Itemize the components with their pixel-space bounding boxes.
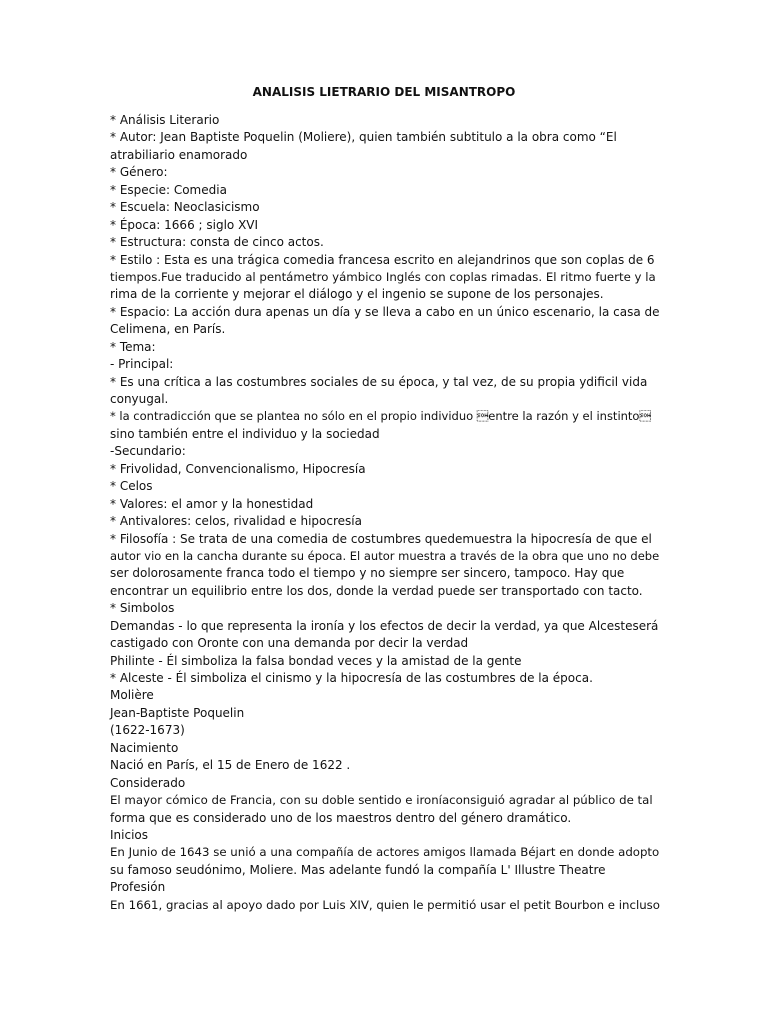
document-title: ANALISIS LIETRARIO DEL MISANTROPO — [252, 85, 516, 99]
text-line: Molière — [110, 688, 154, 703]
text-line: tiempos.Fue traducido al pentámetro yámbico Inglés con coplas rimadas. El ritmo fuerte y la — [110, 269, 656, 284]
text-line: Considerado — [110, 775, 186, 790]
text-line: * Especie: Comedia — [110, 182, 227, 197]
text-line: * Filosofía : Se trata de una comedia de costumbres quedemuestra la hipocresía de que el — [110, 531, 652, 546]
text-line: sino también entre el individuo y la sociedad — [110, 426, 380, 441]
text-line: castigado con Oronte con una demanda por decir la verdad — [110, 636, 469, 651]
text-line: -Secundario: — [110, 444, 186, 459]
text-line: Celimena, en París. — [110, 322, 226, 337]
text-line: * Escuela: Neoclasicismo — [110, 200, 260, 215]
text-line: ser dolorosamente franca todo el tiempo y no siempre ser sincero, tampoco. Hay que — [110, 566, 625, 581]
text-line: * Es una crítica a las costumbres sociales de su época, y tal vez, de su propia ydificil vida — [110, 374, 648, 389]
text-line: Philinte - Él simboliza la falsa bondad veces y la amistad de la gente — [110, 653, 522, 668]
text-line: * Tema: — [110, 339, 156, 354]
text-line: conyugal. — [110, 392, 169, 406]
text-line: * Valores: el amor y la honestidad — [110, 496, 314, 511]
text-line: (1622-1673) — [110, 723, 185, 738]
text-line: forma que es considerado uno de los maestros dentro del género dramático. — [110, 810, 572, 825]
text-line: * Época: 1666 ; siglo XVI — [110, 217, 259, 232]
text-line: Profesión — [110, 880, 166, 895]
text-line: * Estilo : Esta es una trágica comedia francesa escrito en alejandrinos que son coplas de 6 — [110, 252, 655, 267]
text-line: * Antivalores: celos, rivalidad e hipocresía — [110, 514, 362, 529]
text-line: * Autor: Jean Baptiste Poquelin (Moliere), quien también subtitulo a la obra como “El — [110, 130, 617, 145]
text-line: * Celos — [110, 479, 153, 494]
document-body — [110, 112, 660, 914]
text-line: * Simbolos — [110, 601, 175, 616]
text-line: * Género: — [110, 165, 168, 180]
text-line: Demandas - lo que representa la ironía y los efectos de decir la verdad, ya que Alcesteserá — [110, 618, 659, 633]
text-line: * Alceste - Él simboliza el cinismo y la hipocresía de las costumbres de la época. — [110, 671, 593, 685]
text-line: * Estructura: consta de cinco actos. — [110, 235, 324, 250]
text-line: * Espacio: La acción dura apenas un día y se lleva a cabo en un único escenario, la casa de — [110, 304, 660, 319]
text-line: autor vio en la cancha durante su época. El autor muestra a través de la obra que uno no debe — [110, 548, 660, 563]
text-line: * la contradicción que se plantea no sólo en el propio individuo entre la razón y el instinto — [110, 409, 651, 424]
text-line: * Frivolidad, Convencionalismo, Hipocresía — [110, 461, 366, 476]
text-line: Inicios — [110, 827, 149, 842]
text-line: atrabiliario enamorado — [110, 147, 248, 162]
text-line: su famoso seudónimo, Moliere. Mas adelante fundó la compañía L' Illustre Theatre — [110, 862, 606, 877]
text-line: En Junio de 1643 se unió a una compañía de actores amigos llamada Béjart en donde adopto — [110, 845, 660, 860]
text-line: rima de la corriente y mejorar el diálogo y el ingenio se supone de los personajes. — [110, 287, 604, 302]
text-line: - Principal: — [110, 357, 174, 372]
text-line: Jean-Baptiste Poquelin — [110, 705, 245, 720]
text-line: En 1661, gracias al apoyo dado por Luis XIV, quien le permitió usar el petit Bourbon e incluso — [110, 897, 660, 912]
text-line: encontrar un equilibrio entre los dos, donde la verdad puede ser transportado con tacto. — [110, 583, 643, 598]
text-line: Nacimiento — [110, 740, 179, 755]
text-line: * Análisis Literario — [110, 113, 220, 127]
text-line: El mayor cómico de Francia, con su doble sentido e ironíaconsiguió agradar al público de tal — [110, 793, 653, 808]
text-line: Nació en París, el 15 de Enero de 1622 . — [110, 758, 351, 773]
